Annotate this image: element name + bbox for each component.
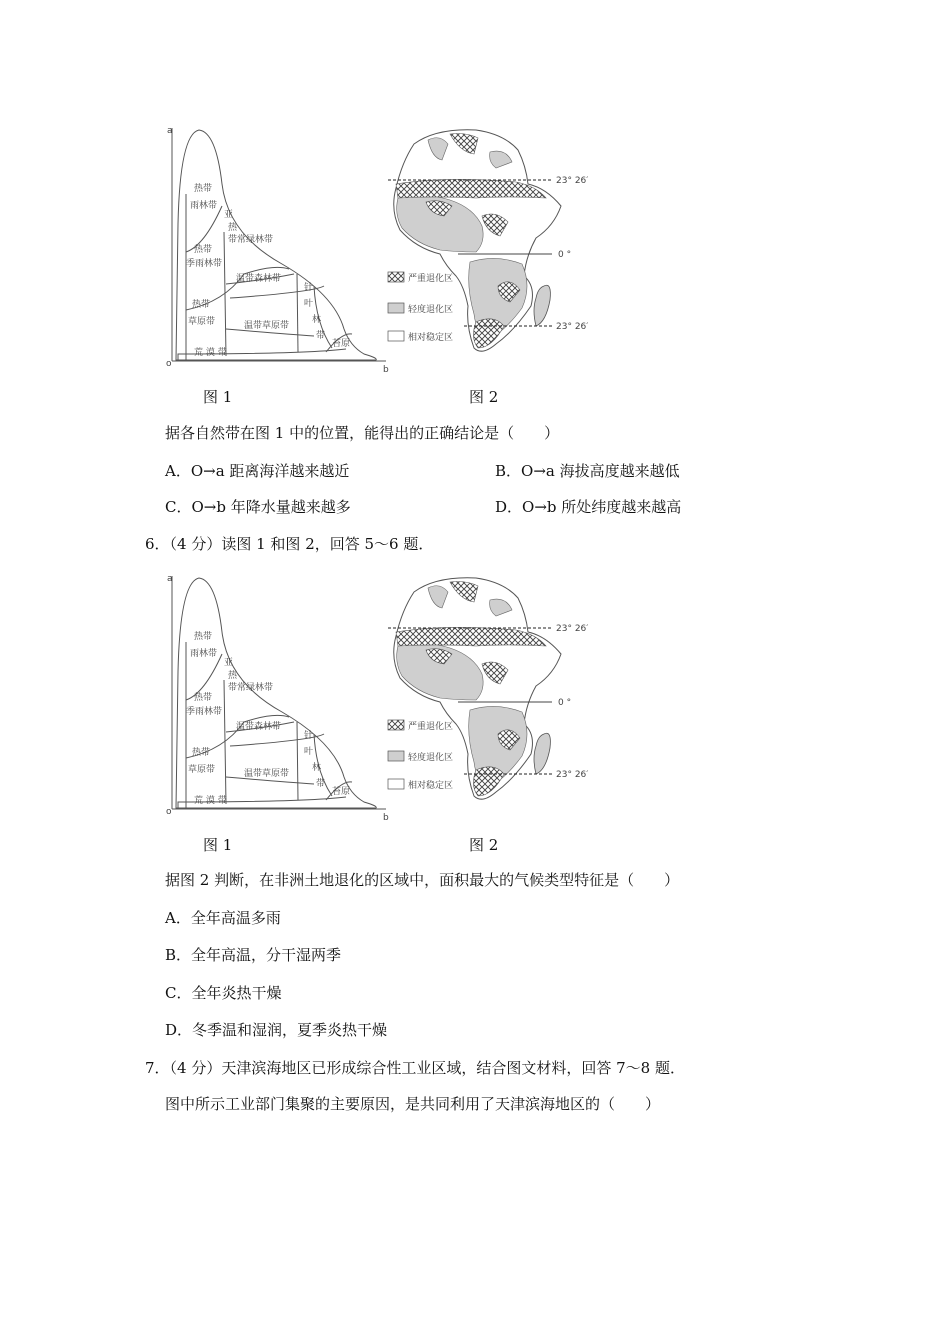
svg-text:亚: 亚 [224, 658, 234, 668]
natural-zone-diagram [164, 572, 389, 822]
svg-text:雨林带: 雨林带 [190, 649, 218, 659]
svg-text:草原带: 草原带 [188, 765, 216, 775]
axis-o-label: o [166, 359, 172, 369]
svg-text:热带: 热带 [194, 245, 213, 255]
madagascar [534, 285, 550, 326]
axis-b-label: b [383, 365, 389, 374]
svg-text:针: 针 [304, 731, 314, 741]
svg-text:叶: 叶 [304, 747, 314, 757]
lat-equator-label: 0 ° [558, 698, 572, 708]
svg-text:苔原: 苔原 [332, 339, 351, 349]
figure-1-top [164, 124, 389, 378]
figure-2-bottom [386, 574, 616, 823]
svg-text:严重退化区: 严重退化区 [408, 722, 454, 732]
figure-1-bottom [164, 572, 389, 826]
svg-text:季雨林带: 季雨林带 [186, 259, 223, 269]
svg-text:温带森林带: 温带森林带 [236, 722, 282, 732]
q5-option-b[interactable]: B．O→a 海拔高度越来越低 [495, 462, 680, 480]
svg-text:荒 漠 带: 荒 漠 带 [194, 348, 227, 358]
q6-option-a[interactable]: A．全年高温多雨 [165, 909, 281, 927]
axis-b-label: b [383, 813, 389, 822]
svg-text:热: 热 [228, 671, 238, 681]
svg-text:严重退化区: 严重退化区 [408, 274, 454, 284]
figure-2-caption: 图 2 [469, 388, 499, 406]
lat-south-label: 23° 26′ [556, 322, 589, 332]
figure-1-caption: 图 1 [203, 388, 233, 406]
svg-text:轻度退化区: 轻度退化区 [408, 753, 454, 763]
svg-text:热带: 热带 [192, 748, 211, 758]
axis-o-label: o [166, 807, 172, 817]
figure-2-caption-2: 图 2 [469, 836, 499, 854]
map-legend [388, 720, 453, 791]
natural-zone-diagram [164, 124, 389, 374]
q5-option-d[interactable]: D．O→b 所处纬度越来越高 [495, 498, 682, 516]
svg-text:带常绿林带: 带常绿林带 [228, 235, 274, 245]
svg-text:热带: 热带 [192, 300, 211, 310]
madagascar [534, 733, 550, 774]
map-legend [388, 272, 453, 343]
svg-text:带: 带 [316, 331, 326, 341]
q5-stem: 据各自然带在图 1 中的位置，能得出的正确结论是（ ） [165, 424, 560, 442]
q6-option-c[interactable]: C．全年炎热干燥 [165, 984, 282, 1002]
svg-text:温带森林带: 温带森林带 [236, 274, 282, 284]
q6-option-b[interactable]: B．全年高温，分干湿两季 [165, 946, 342, 964]
svg-text:荒 漠 带: 荒 漠 带 [194, 796, 227, 806]
svg-text:相对稳定区: 相对稳定区 [408, 333, 454, 343]
q5-option-a[interactable]: A．O→a 距离海洋越来越近 [165, 462, 350, 480]
svg-text:热带: 热带 [194, 693, 213, 703]
svg-text:轻度退化区: 轻度退化区 [408, 305, 454, 315]
africa-land-degradation-map [386, 126, 616, 371]
figure-1-caption-2: 图 1 [203, 836, 233, 854]
svg-text:叶: 叶 [304, 299, 314, 309]
svg-text:温带草原带: 温带草原带 [244, 769, 290, 779]
q7-header: 7．（4 分）天津滨海地区已形成综合性工业区域，结合图文材料，回答 7～8 题． [145, 1059, 685, 1077]
svg-text:季雨林带: 季雨林带 [186, 707, 223, 717]
svg-text:林: 林 [312, 763, 322, 773]
q6-stem: 据图 2 判断，在非洲土地退化的区域中，面积最大的气候类型特征是（ ） [165, 871, 680, 889]
svg-text:相对稳定区: 相对稳定区 [408, 781, 454, 791]
svg-text:林: 林 [312, 315, 322, 325]
svg-text:热带: 热带 [194, 632, 213, 642]
lat-south-label: 23° 26′ [556, 770, 589, 780]
q5-option-c[interactable]: C．O→b 年降水量越来越多 [165, 498, 351, 516]
axis-a-label: a [167, 574, 173, 584]
q6-header: 6．（4 分）读图 1 和图 2，回答 5～6 题． [145, 535, 434, 553]
svg-text:亚: 亚 [224, 210, 234, 220]
svg-text:带常绿林带: 带常绿林带 [228, 683, 274, 693]
africa-land-degradation-map [386, 574, 616, 819]
svg-text:温带草原带: 温带草原带 [244, 321, 290, 331]
q7-stem: 图中所示工业部门集聚的主要原因，是共同利用了天津滨海地区的（ ） [165, 1095, 661, 1113]
svg-text:苔原: 苔原 [332, 787, 351, 797]
svg-text:草原带: 草原带 [188, 317, 216, 327]
lat-north-label: 23° 26′ [556, 624, 589, 634]
svg-text:雨林带: 雨林带 [190, 201, 218, 211]
svg-text:针: 针 [304, 283, 314, 293]
lat-north-label: 23° 26′ [556, 176, 589, 186]
q6-option-d[interactable]: D．冬季温和湿润，夏季炎热干燥 [165, 1021, 388, 1039]
svg-text:带: 带 [316, 779, 326, 789]
lat-equator-label: 0 ° [558, 250, 572, 260]
svg-text:热: 热 [228, 223, 238, 233]
axis-a-label: a [167, 126, 173, 136]
svg-text:热带: 热带 [194, 184, 213, 194]
figure-2-top [386, 126, 616, 375]
